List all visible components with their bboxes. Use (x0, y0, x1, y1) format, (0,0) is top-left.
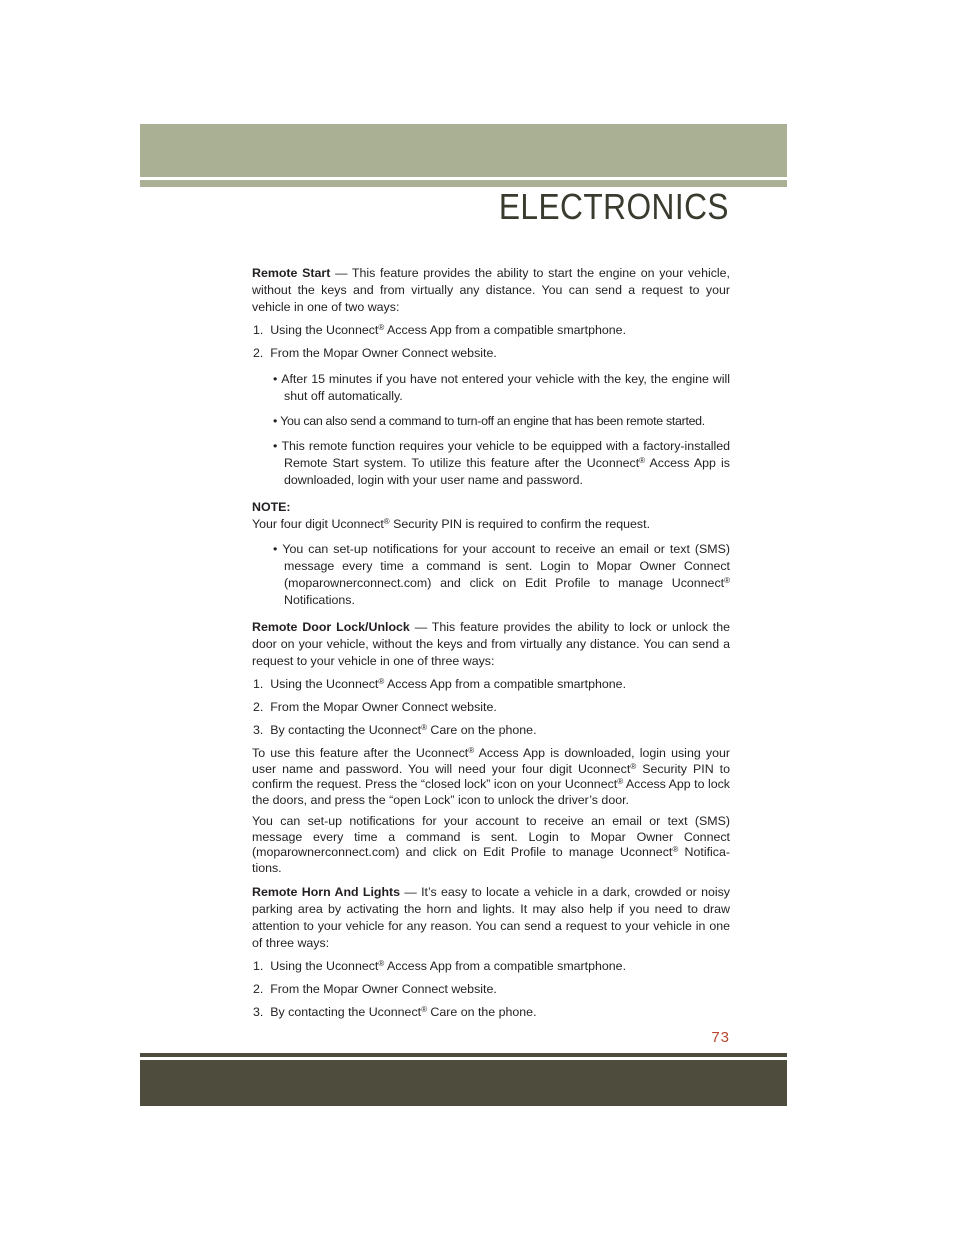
page-content (252, 265, 730, 1027)
remote-door-notifications: You can set-up notifications for your account to receive an email or text (SMS) message every time a command is sent. Login to Mopar Owner Connect (moparownerconnect.com) and click on Edit Profile to manage Uconnect® Notifica-tions. (252, 814, 730, 875)
footer-rule (140, 1053, 787, 1057)
header-band (140, 124, 787, 177)
list-item: 1. Using the Uconnect® Access App from a compatible smartphone. (253, 959, 627, 973)
bullet-item: • You can set-up notifications for your account to receive an email or text (SMS) message every time a command is sent. Login to Mopar Owner Connect (moparownerconnect.com) and click on Edit Profile to manage Uconnect® Notifications. (273, 542, 731, 607)
page-number: 73 (711, 1029, 730, 1046)
bullet-item: • This remote function requires your vehicle to be equipped with a factory-installed Remote Start system. To utilize this feature after the Uconnect® Access App is downloaded, login with your user name and password. (273, 439, 731, 487)
remote-door-intro: Remote Door Lock/Unlock — This feature provides the ability to lock or unlock the door on your vehicle, without the keys and from virtually any distance. You can send a request to your vehicle in one of three ways: (252, 620, 730, 668)
note-text: Your four digit Uconnect® Security PIN is required to confirm the request. (252, 517, 651, 531)
footer-band (140, 1060, 787, 1106)
list-item: 2. From the Mopar Owner Connect website. (253, 346, 497, 360)
bullet-item: • You can also send a command to turn-off an engine that has been remote started. (273, 414, 705, 428)
list-item: 2. From the Mopar Owner Connect website. (253, 982, 497, 996)
remote-horn-heading: Remote Horn And Lights (252, 885, 401, 899)
remote-start-intro: Remote Start — This feature provides the ability to start the engine on your vehicle, without the keys and from virtually any distance. You can send a request to your vehicle in one of two ways: (252, 266, 730, 314)
list-item: 3. By contacting the Uconnect® Care on the phone. (253, 1005, 537, 1019)
section-title: ELECTRONICS (498, 186, 729, 227)
note-label: NOTE: (252, 500, 291, 514)
list-item: 1. Using the Uconnect® Access App from a compatible smartphone. (253, 323, 627, 337)
remote-door-instructions: To use this feature after the Uconnect® Access App is downloaded, login using your user name and password. You will need your four digit Uconnect® Security PIN to confirm the request. Press the “closed lock” icon on your Uconnect® Access App to lock the doors, and press the “open Lock” icon to unlock the driver’s door. (252, 746, 731, 807)
list-item: 2. From the Mopar Owner Connect website. (253, 700, 497, 714)
remote-start-heading: Remote Start (252, 266, 331, 280)
bullet-item: • After 15 minutes if you have not entered your vehicle with the key, the engine will shut off automatically. (273, 372, 731, 403)
list-item: 3. By contacting the Uconnect® Care on the phone. (253, 723, 537, 737)
list-item: 1. Using the Uconnect® Access App from a compatible smartphone. (253, 677, 627, 691)
remote-door-heading: Remote Door Lock/Unlock (252, 620, 410, 634)
remote-horn-intro: Remote Horn And Lights — It’s easy to locate a vehicle in a dark, crowded or noisy parking area by activating the horn and lights. It may also help if you need to draw attention to your vehicle for any reason. You can send a request to your vehicle in one of three ways: (252, 885, 730, 950)
